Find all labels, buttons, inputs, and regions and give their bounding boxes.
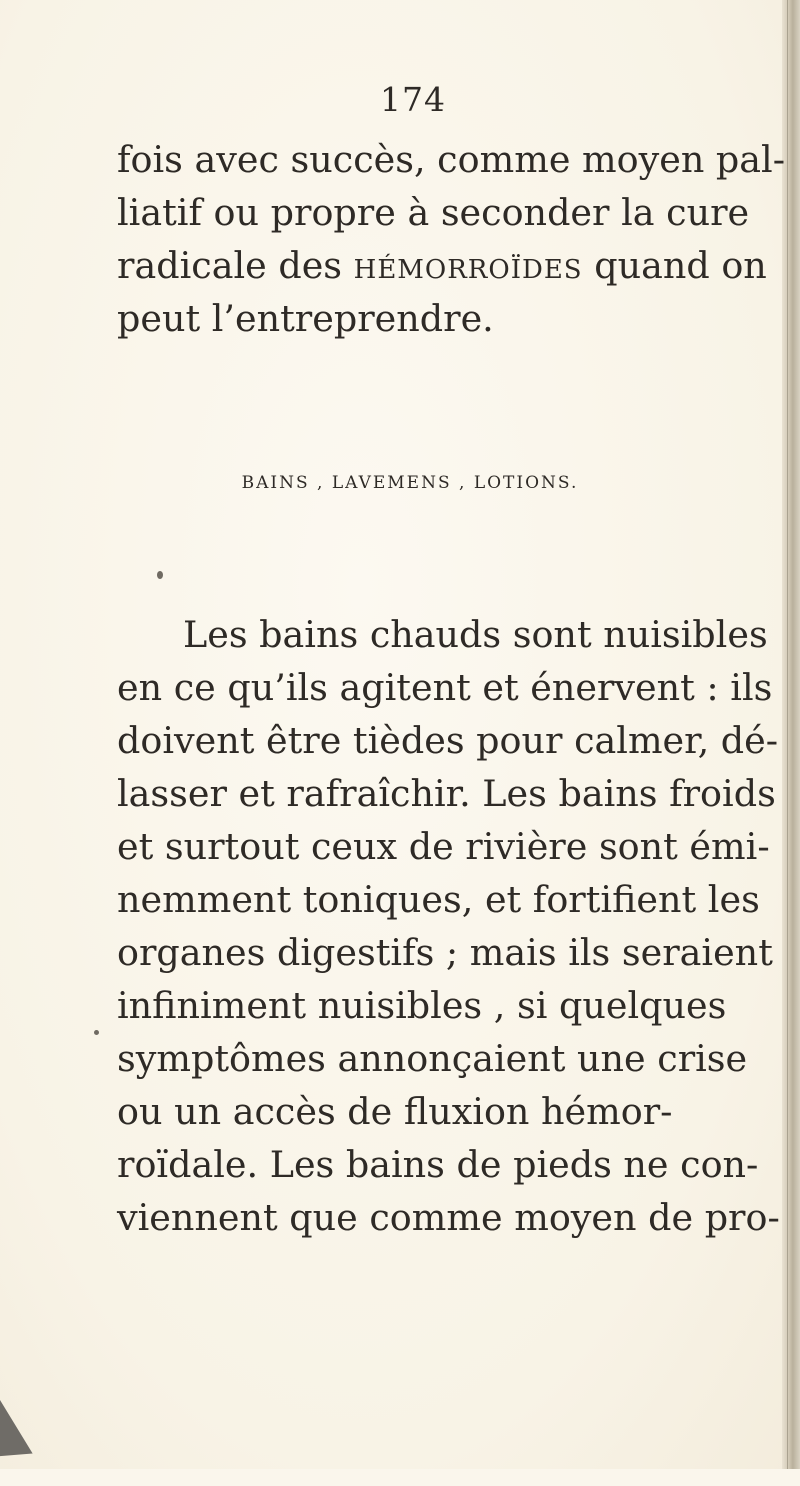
text-line: fois avec succès, comme moyen pal-	[117, 138, 786, 181]
page-edge	[782, 0, 800, 1469]
section-heading: BAINS , LAVEMENS , LOTIONS.	[241, 473, 579, 493]
text-line: roïdale. Les bains de pieds ne con-	[117, 1143, 759, 1186]
text-line: Les bains chauds sont nuisibles	[183, 613, 768, 656]
text-line: viennent que comme moyen de pro-	[117, 1196, 780, 1239]
text-line: et surtout ceux de rivière sont émi-	[117, 825, 770, 868]
text-line: en ce qu’ils agitent et énervent : ils	[117, 666, 773, 709]
text-line: symptômes annonçaient une crise	[117, 1037, 748, 1080]
text-line: peut l’entreprendre.	[117, 297, 494, 340]
small-caps-term: HÉMORROÏDES	[353, 255, 583, 285]
page-number: 174	[380, 80, 446, 119]
text-line: liatif ou propre à seconder la cure	[117, 191, 750, 234]
text-line: infiniment nuisibles , si quelques	[117, 984, 727, 1027]
ink-speck	[157, 571, 163, 579]
text-line: doivent être tièdes pour calmer, dé-	[117, 719, 779, 762]
text-line: radicale des HÉMORROÏDES quand on	[117, 244, 767, 287]
text-line: ou un accès de fluxion hémor-	[117, 1090, 673, 1133]
text-line: nemment toniques, et fortifient les	[117, 878, 760, 921]
text-line: lasser et rafraîchir. Les bains froids	[117, 772, 776, 815]
page-corner-shadow	[0, 1400, 48, 1486]
ink-speck	[94, 1030, 99, 1035]
text-line: organes digestifs ; mais ils seraient	[117, 931, 773, 974]
